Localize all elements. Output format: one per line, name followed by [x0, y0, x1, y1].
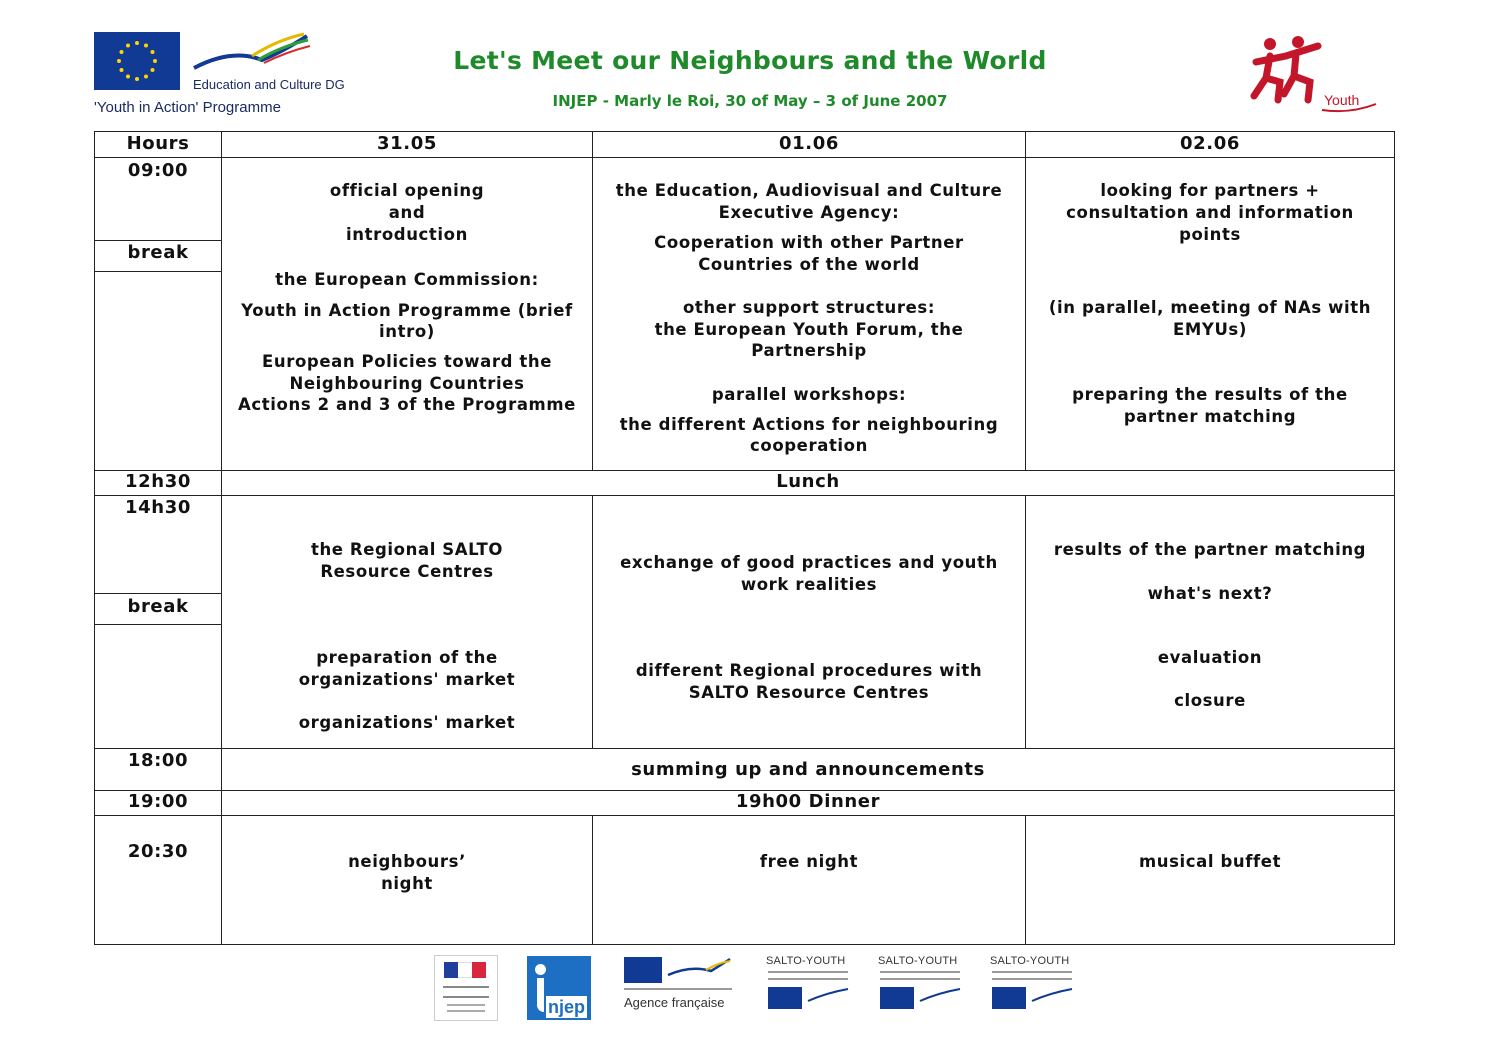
session-line: closure: [1174, 691, 1246, 710]
session-line: the different Actions for neighbouring: [619, 415, 999, 434]
hour-divider: [95, 624, 221, 625]
session-line: parallel workshops:: [711, 385, 907, 404]
session-line: Youth in Action Programme (brief: [241, 301, 573, 320]
evening-hours-cell: [95, 816, 222, 945]
injep-logo: [527, 956, 591, 1020]
afternoon-day-2: [593, 496, 1026, 749]
agence-francaise-text: Agence française: [624, 995, 725, 1010]
session-line: musical buffet: [1138, 852, 1282, 871]
break-label: break: [127, 596, 189, 617]
page-title: Let's Meet our Neighbours and the World: [453, 46, 1047, 75]
session-line: organizations' market: [298, 713, 516, 732]
session-line: different Regional procedures with: [635, 661, 983, 680]
session-line: points: [1179, 225, 1241, 244]
header-hours: Hours: [95, 132, 222, 158]
morning-day-3: [1026, 158, 1395, 471]
header-row: [95, 132, 1395, 158]
afternoon-hours-cell: [95, 496, 222, 749]
evening-row: [95, 816, 1395, 945]
header-day-3: 02.06: [1026, 132, 1395, 158]
afternoon-day-3: [1026, 496, 1395, 749]
morning-row: [95, 158, 1395, 471]
salto-text: SALTO-YOUTH: [766, 955, 846, 967]
session-line: (in parallel, meeting of NAs with: [1048, 298, 1372, 317]
session-line: other support structures:: [682, 298, 936, 317]
time-1800: 18:00: [95, 749, 222, 791]
lunch-row: [95, 471, 1395, 496]
session-line: the European Commission:: [275, 270, 539, 289]
break-label: break: [127, 242, 189, 263]
session-line: the Regional SALTO: [310, 540, 504, 559]
afternoon-row: [95, 496, 1395, 749]
salto-eeca-logo: [766, 955, 852, 1013]
session-line: EMYUs): [1173, 320, 1247, 339]
header-day-2: 01.06: [593, 132, 1026, 158]
morning-hours-cell: [95, 158, 222, 471]
session-line: organizations' market: [298, 670, 516, 689]
session-line: intro): [379, 322, 435, 341]
session-line: consultation and information: [1066, 203, 1354, 222]
hour-divider: [95, 271, 221, 272]
session-line: results of the partner matching: [1053, 540, 1367, 559]
session-line: Actions 2 and 3 of the Programme: [238, 395, 576, 414]
session-line: Partnership: [751, 341, 867, 360]
agence-francaise-logo: [622, 955, 734, 1015]
salto-see-logo: [990, 955, 1076, 1013]
afternoon-day-1: [222, 496, 593, 749]
evening-day-2: [593, 816, 1026, 945]
programme-text: 'Youth in Action' Programme: [94, 99, 281, 116]
dinner-label: 19h00 Dinner: [222, 791, 1395, 816]
hour-divider: [95, 593, 221, 594]
session-line: Neighbouring Countries: [289, 374, 525, 393]
eu-logo-text: Education and Culture DG: [193, 77, 345, 92]
youth-logo-text: Youth: [1324, 92, 1360, 108]
salto-text: SALTO-YOUTH: [878, 955, 958, 967]
session-line: Cooperation with other Partner: [654, 233, 964, 252]
time-1230: 12h30: [95, 471, 222, 496]
dinner-row: [95, 791, 1395, 816]
schedule-table: [94, 131, 1395, 945]
session-line: Resource Centres: [320, 562, 494, 581]
session-line: the Education, Audiovisual and Culture: [615, 181, 1003, 200]
session-line: what's next?: [1147, 584, 1273, 603]
eu-swoosh-logo: [192, 30, 312, 75]
session-line: preparation of the: [316, 648, 498, 667]
injep-dot-icon: [535, 964, 546, 975]
youth-figures-logo: [1248, 34, 1332, 106]
evening-day-3: [1026, 816, 1395, 945]
session-line: evaluation: [1157, 648, 1263, 667]
morning-day-2: [593, 158, 1026, 471]
time-1430: 14h30: [125, 497, 191, 518]
french-ministry-logo: [434, 955, 498, 1021]
session-line: official opening: [329, 181, 485, 200]
session-line: SALTO Resource Centres: [688, 683, 930, 702]
lunch-label: Lunch: [222, 471, 1395, 496]
evening-day-1: [222, 816, 593, 945]
session-line: neighbours’: [348, 852, 466, 871]
header-day-1: 31.05: [222, 132, 593, 158]
session-line: and: [388, 203, 426, 222]
session-line: the European Youth Forum, the: [654, 320, 964, 339]
summing-label: summing up and announcements: [222, 749, 1395, 791]
session-line: Countries of the world: [698, 255, 920, 274]
time-1900: 19:00: [95, 791, 222, 816]
salto-text: SALTO-YOUTH: [990, 955, 1070, 967]
session-line: cooperation: [750, 436, 868, 455]
session-line: partner matching: [1123, 407, 1297, 426]
session-line: Executive Agency:: [718, 203, 900, 222]
session-line: night: [381, 874, 433, 893]
session-line: work realities: [740, 575, 878, 594]
time-0900: 09:00: [127, 160, 189, 181]
summing-row: [95, 749, 1395, 791]
session-line: European Policies toward the: [262, 352, 552, 371]
session-line: free night: [759, 852, 859, 871]
hour-divider: [95, 240, 221, 241]
page-subtitle: INJEP - Marly le Roi, 30 of May – 3 of June 2007: [552, 92, 948, 110]
injep-logo-text: njep: [548, 997, 586, 1017]
time-2030: 20:30: [127, 841, 189, 862]
session-line: looking for partners +: [1100, 181, 1320, 200]
session-line: exchange of good practices and youth: [620, 553, 998, 572]
morning-day-1: [222, 158, 593, 471]
salto-euromed-logo: [878, 955, 964, 1013]
eu-flag-logo: [94, 32, 180, 90]
youth-swoosh-icon: [1320, 102, 1380, 114]
session-line: introduction: [346, 225, 468, 244]
session-line: preparing the results of the: [1072, 385, 1348, 404]
